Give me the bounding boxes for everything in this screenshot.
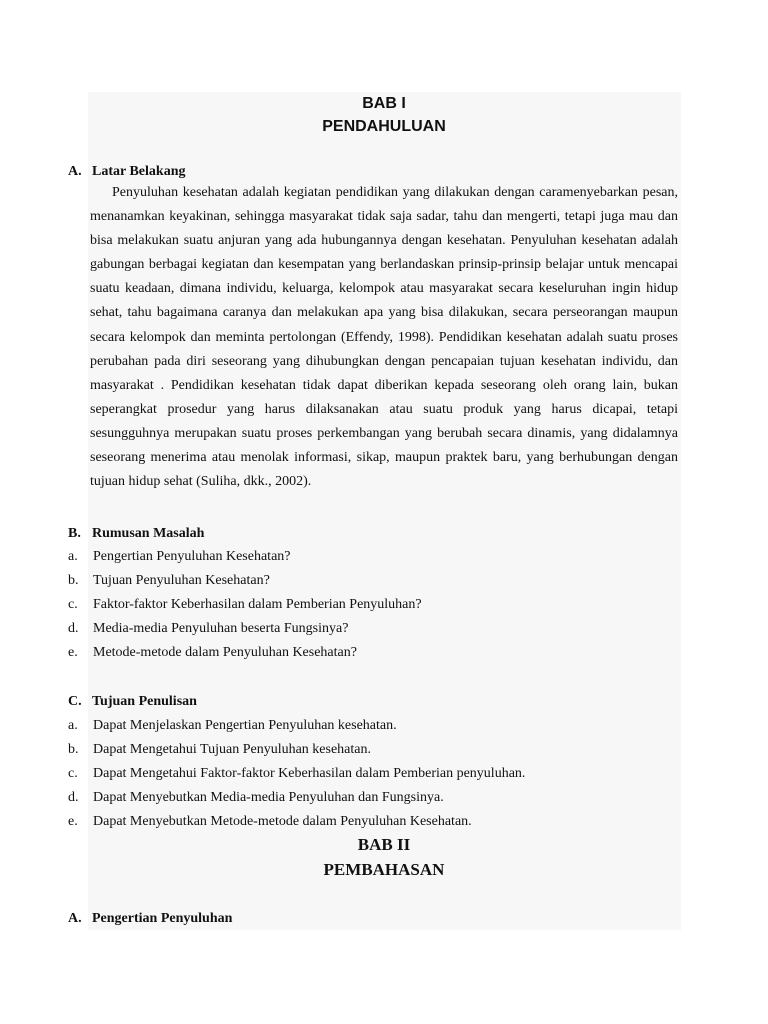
list-marker: d. [68, 621, 79, 637]
list-marker: b. [68, 573, 79, 589]
section-heading-latar-belakang [68, 162, 185, 182]
chapter-number: BAB I [362, 95, 406, 112]
section-title: Rumusan Masalah [92, 526, 205, 541]
list-marker: c. [68, 766, 78, 782]
list-item [68, 810, 525, 834]
list-item-text: Media-media Penyuluhan beserta Fungsinya? [93, 621, 349, 637]
list-item [68, 641, 422, 665]
section-letter: A. [68, 911, 82, 926]
chapter-title: PEMBAHASAN [323, 860, 445, 879]
section-heading-pengertian-penyuluhan [68, 909, 232, 929]
section-title: Pengertian Penyuluhan [92, 911, 233, 926]
list-item-text: Dapat Menyebutkan Media-media Penyuluhan dan Fungsinya. [93, 790, 444, 806]
chapter-number: BAB II [357, 835, 411, 854]
section-letter: A. [68, 164, 82, 179]
section-letter: C. [68, 694, 82, 709]
list-item [68, 617, 422, 641]
section-title: Latar Belakang [92, 164, 186, 179]
list-item [68, 714, 525, 738]
list-item-text: Faktor-faktor Keberhasilan dalam Pemberian Penyuluhan? [93, 597, 422, 613]
list-item-text: Metode-metode dalam Penyuluhan Kesehatan? [93, 645, 357, 661]
list-item [68, 762, 525, 786]
list-marker: d. [68, 790, 79, 806]
list-item-text: Dapat Menjelaskan Pengertian Penyuluhan kesehatan. [93, 718, 397, 733]
section-heading-tujuan-penulisan [68, 692, 197, 712]
list-item-text: Dapat Mengetahui Faktor-faktor Keberhasilan dalam Pemberian penyuluhan. [93, 766, 526, 782]
list-marker: c. [68, 597, 78, 613]
list-item-text: Pengertian Penyuluhan Kesehatan? [93, 549, 291, 564]
list-marker: a. [68, 718, 78, 733]
list-marker: e. [68, 814, 78, 830]
section-heading-rumusan-masalah [68, 524, 204, 544]
background-paragraph: Penyuluhan kesehatan adalah kegiatan pendidikan yang dilakukan dengan caramenyebarkan pesan, menanamkan keyakinan, sehingga masyarakat tidak saja sadar, tahu dan mengerti, tetapi juga mau dan bisa melakukan suatu anjuran yang ada hubungannya dengan kesehatan. Penyuluhan kesehatan adalah gabungan berbagai kegiatan dan kesempatan yang berlandaskan prinsip-prinsip belajar untuk mencapai suatu keadaan, dimana individu, keluarga, kelompok atau masyarakat secara keseluruhan ingin hidup sehat, tahu bagaimana caranya dan melakukan apa yang bisa dilakukan, secara perseorangan maupun secara kelompok dan meminta pertolongan (Effendy, 1998). Pendidikan kesehatan adalah suatu proses perubahan pada diri seseorang yang dihubungkan dengan pencapaian tujuan kesehatan individu, dan masyarakat . Pendidikan kesehatan tidak dapat diberikan kepada seseorang oleh orang lain, bukan seperangkat prosedur yang harus dilaksanakan atau suatu produk yang harus dicapai, tetapi sesungguhnya merupakan suatu proses perkembangan yang berubah secara dinamis, yang didalamnya seseorang menerima atau menolak informasi, sikap, maupun praktek baru, yang berhubungan dengan tujuan hidup sehat (Suliha, dkk., 2002). [90, 185, 678, 490]
list-marker: a. [68, 549, 78, 564]
problem-list [68, 545, 422, 665]
section-title: Tujuan Penulisan [92, 694, 197, 709]
list-item [68, 545, 422, 569]
list-marker: e. [68, 645, 78, 661]
chapter-title: PENDAHULUAN [322, 118, 446, 135]
list-item [68, 593, 422, 617]
list-item [68, 569, 422, 593]
list-marker: b. [68, 742, 79, 758]
list-item-text: Dapat Menyebutkan Metode-metode dalam Penyuluhan Kesehatan. [93, 814, 472, 830]
list-item [68, 786, 525, 810]
objective-list [68, 714, 525, 834]
list-item-text: Dapat Mengetahui Tujuan Penyuluhan kesehatan. [93, 742, 372, 758]
section-letter: B. [68, 526, 81, 541]
list-item-text: Tujuan Penyuluhan Kesehatan? [93, 573, 270, 589]
list-item [68, 738, 525, 762]
